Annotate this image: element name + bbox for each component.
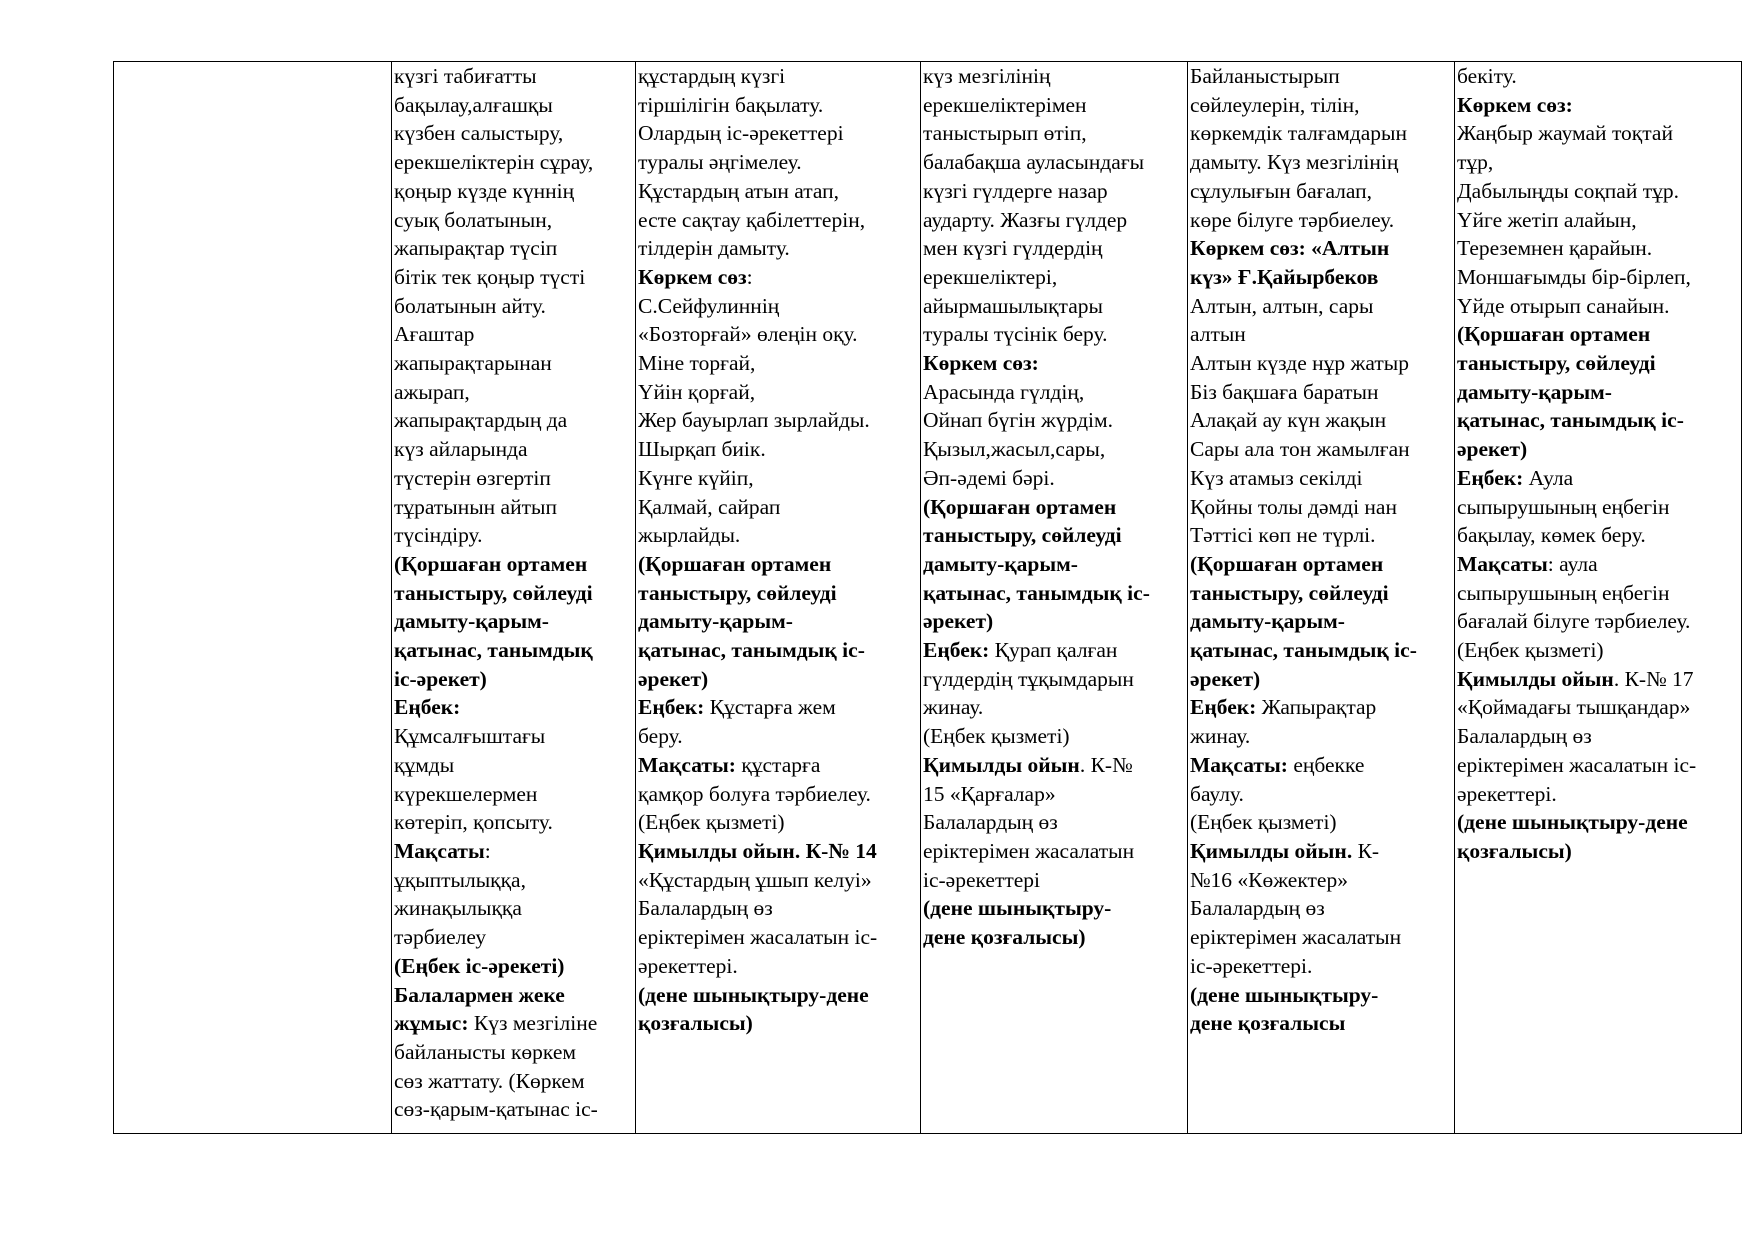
text-line: іс-әрекет)	[394, 666, 487, 691]
text-line: әрекет)	[1457, 437, 1528, 462]
text-line: Әп-әдемі бәрі.	[923, 465, 1055, 490]
text-line: таныстырып өтіп,	[923, 121, 1087, 146]
text-line: бітік тек қоңыр түсті	[394, 264, 586, 289]
text-line: (дене шынықтыру-	[923, 896, 1112, 921]
text-line: Балалардың өз	[923, 810, 1058, 835]
text-line	[923, 751, 1185, 780]
text-line: (Қоршаған ортамен	[923, 494, 1117, 519]
text-line: әрекет)	[1190, 666, 1261, 691]
text-line: құмды	[394, 752, 455, 777]
plain-text: :	[746, 264, 753, 289]
text-line: Біз бақшаға баратын	[1190, 379, 1379, 404]
text-line: таныстыру, сөйлеуді	[394, 580, 593, 605]
text-line: жинақылыққа	[394, 896, 522, 921]
text-line: Алтын күзде нұр жатыр	[1190, 351, 1409, 376]
table-cell-activity	[392, 62, 636, 1134]
weekly-plan-table	[113, 61, 1742, 1134]
bold-text: Қимылды ойын	[1457, 666, 1614, 691]
text-line: еріктерімен жасалатын іс-	[1457, 752, 1697, 777]
text-line: бақылау, көмек беру.	[1457, 523, 1646, 548]
table-cell-activity	[1455, 62, 1742, 1134]
bold-text: Еңбек:	[1457, 465, 1524, 490]
text-line: тіршілігін бақылату.	[638, 92, 824, 117]
text-line: қоңыр күзде күннің	[394, 178, 575, 203]
text-line: көтеріп, қопсыту.	[394, 810, 553, 835]
text-line: Көркем сөз: «Алтын	[1190, 236, 1390, 261]
text-line	[1457, 665, 1739, 694]
text-line: сөз жаттату. (Көркем	[394, 1068, 585, 1093]
text-line	[1457, 550, 1739, 579]
text-line: Еңбек:	[394, 695, 461, 720]
text-line: дамыту-қарым-	[638, 609, 793, 634]
text-line: таныстыру, сөйлеуді	[1190, 580, 1389, 605]
text-line: әрекет)	[923, 609, 994, 634]
text-line: ерекшеліктерімен	[923, 92, 1087, 117]
plain-text: Жапырақтар	[1256, 695, 1377, 720]
text-line: Құмсалғыштағы	[394, 724, 546, 749]
text-line: тұратынын айтып	[394, 494, 557, 519]
plain-text: К-	[1352, 838, 1380, 863]
text-line: бақылау,алғашқы	[394, 92, 553, 117]
text-line: Міне торғай,	[638, 351, 756, 376]
text-line	[638, 263, 918, 292]
bold-text: Мақсаты:	[638, 752, 736, 777]
bold-text: Еңбек:	[1190, 695, 1257, 720]
text-line: түсіндіру.	[394, 523, 483, 548]
text-line: көре білуге тәрбиелеу.	[1190, 207, 1395, 232]
bold-text: Еңбек:	[923, 638, 990, 663]
bold-text: Мақсаты	[1457, 551, 1548, 576]
text-line	[394, 1009, 633, 1038]
bold-text: Қимылды ойын.	[1190, 838, 1353, 863]
text-line: ерекшеліктерін сұрау,	[394, 150, 594, 175]
text-line: Дабылыңды соқпай тұр.	[1457, 178, 1679, 203]
plain-text: : аула	[1547, 551, 1598, 576]
text-line: Қойны толы дәмді нан	[1190, 494, 1397, 519]
text-line: Алтын, алтын, сары	[1190, 293, 1374, 318]
text-line: болатынын айту.	[394, 293, 546, 318]
text-line: жапырақтарынан	[394, 351, 552, 376]
bold-text: Көркем сөз	[638, 264, 747, 289]
table-row	[114, 62, 1742, 1134]
text-line: жапырақтар түсіп	[394, 236, 558, 261]
text-line: (Қоршаған ортамен	[394, 551, 588, 576]
text-line: Қызыл,жасыл,сары,	[923, 437, 1106, 462]
text-line: әрекеттері.	[638, 953, 738, 978]
text-line: дамыту-қарым-	[923, 551, 1078, 576]
text-line: қатынас, танымдық іс-	[1457, 408, 1684, 433]
text-line: беру.	[638, 724, 683, 749]
text-line: Балалармен жеке	[394, 982, 565, 1007]
text-line: жапырақтардың да	[394, 408, 568, 433]
text-line: (дене шынықтыру-	[1190, 982, 1379, 1007]
text-line: Сары ала тон жамылған	[1190, 437, 1410, 462]
plain-text: Құстарға жем	[704, 695, 836, 720]
text-line: (Қоршаған ортамен	[1457, 322, 1651, 347]
plain-text: Күз мезгіліне	[468, 1011, 598, 1036]
text-line: (Еңбек қызметі)	[638, 810, 785, 835]
text-line: «Бозторғай» өлеңін оқу.	[638, 322, 858, 347]
text-line: Моншағымды бір-бірлеп,	[1457, 264, 1691, 289]
text-line: күз мезгілінің	[923, 64, 1051, 88]
text-line	[923, 636, 1185, 665]
bold-text: Еңбек:	[638, 695, 705, 720]
text-line: Олардың іс-әрекеттері	[638, 121, 844, 146]
text-line: 15 «Қарғалар»	[923, 781, 1056, 806]
text-line: сыпырушының еңбегін	[1457, 580, 1670, 605]
text-line: Күнге күйіп,	[638, 465, 754, 490]
text-line: (Қоршаған ортамен	[638, 551, 832, 576]
text-line: көркемдік талғамдарын	[1190, 121, 1408, 146]
plain-text: құстарға	[735, 752, 821, 777]
text-line: түстерін өзгертіп	[394, 465, 551, 490]
text-line: ерекшеліктері,	[923, 264, 1058, 289]
text-line: қатынас, танымдық іс-	[1190, 638, 1417, 663]
text-line: Ағаштар	[394, 322, 475, 347]
plain-text: . К-№	[1079, 752, 1133, 777]
table-cell-activity	[1188, 62, 1455, 1134]
text-line: күз» Ғ.Қайырбеков	[1190, 264, 1379, 289]
text-line: Үйін қорғай,	[638, 379, 756, 404]
text-line: (Еңбек қызметі)	[1457, 638, 1604, 663]
text-line: дене қозғалысы	[1190, 1011, 1346, 1036]
plain-text: :	[484, 838, 491, 863]
text-line: күзбен салыстыру,	[394, 121, 564, 146]
text-line: Тереземнен қарайын.	[1457, 236, 1653, 261]
text-line: Балалардың өз	[638, 896, 773, 921]
text-line: қатынас, танымдық	[394, 638, 593, 663]
bold-text: Қимылды ойын	[923, 752, 1080, 777]
text-line: еріктерімен жасалатын іс-	[638, 925, 878, 950]
text-line: бағалай білуге тәрбиелеу.	[1457, 609, 1691, 634]
text-line: жинау.	[923, 695, 984, 720]
text-line: күз айларында	[394, 437, 528, 462]
text-line: Үйде отырып санайын.	[1457, 293, 1670, 318]
bold-text: жұмыс:	[394, 1011, 469, 1036]
text-line: іс-әрекеттері.	[1190, 953, 1313, 978]
text-line: қатынас, танымдық іс-	[923, 580, 1150, 605]
text-line: №16 «Көжектер»	[1190, 867, 1348, 892]
text-line: еріктерімен жасалатын	[1190, 925, 1402, 950]
text-line: мен күзгі гүлдердің	[923, 236, 1103, 261]
text-line: дамыту-қарым-	[394, 609, 549, 634]
text-line: айырмашылықтары	[923, 293, 1103, 318]
text-line: жырлайды.	[638, 523, 741, 548]
text-line: сөз-қарым-қатынас іс-	[394, 1097, 598, 1122]
text-line: тұр,	[1457, 150, 1494, 175]
text-line: Үйге жетіп алайын,	[1457, 207, 1637, 232]
plain-text: Аула	[1523, 465, 1574, 490]
text-line: (Еңбек қызметі)	[1190, 810, 1337, 835]
text-line: ұқыптылыққа,	[394, 867, 526, 892]
text-line: (Еңбек қызметі)	[923, 724, 1070, 749]
text-line: Күз атамыз секілді	[1190, 465, 1363, 490]
text-line: дамыту-қарым-	[1190, 609, 1345, 634]
text-line: Арасында гүлдің,	[923, 379, 1085, 404]
text-line: Байланыстырып	[1190, 64, 1340, 88]
text-line: «Құстардың ұшып келуі»	[638, 867, 872, 892]
text-line: дамыту-қарым-	[1457, 379, 1612, 404]
text-line	[1190, 693, 1452, 722]
text-line: Балалардың өз	[1190, 896, 1325, 921]
text-line: Балалардың өз	[1457, 724, 1592, 749]
text-line: күзгі гүлдерге назар	[923, 178, 1108, 203]
text-line: сөйлеулерін, тілін,	[1190, 92, 1360, 117]
text-line: С.Сейфулиннің	[638, 293, 780, 318]
text-line: Тәттісі көп не түрлі.	[1190, 523, 1376, 548]
text-line: Ойнап бүгін жүрдім.	[923, 408, 1114, 433]
text-line: сұлулығын бағалап,	[1190, 178, 1373, 203]
text-line: есте сақтау қабілеттерін,	[638, 207, 866, 232]
text-line: Көркем сөз:	[1457, 92, 1573, 117]
text-line: жинау.	[1190, 724, 1251, 749]
text-line: (Еңбек іс-әрекеті)	[394, 953, 565, 978]
plain-text: . К-№ 17	[1613, 666, 1694, 691]
text-line: туралы әңгімелеу.	[638, 150, 802, 175]
text-line: Жер бауырлап зырлайды.	[638, 408, 870, 433]
text-line: ажырап,	[394, 379, 470, 404]
text-line: «Қоймадағы тышқандар»	[1457, 695, 1691, 720]
text-line	[394, 837, 633, 866]
text-line: гүлдердің тұқымдарын	[923, 666, 1134, 691]
text-line: Қимылды ойын. К-№ 14	[638, 838, 877, 863]
text-line: дене қозғалысы)	[923, 925, 1086, 950]
text-line: (дене шынықтыру-дене	[638, 982, 869, 1007]
text-line: баулу.	[1190, 781, 1244, 806]
text-line: Құстардың атын атап,	[638, 178, 840, 203]
text-line: таныстыру, сөйлеуді	[923, 523, 1122, 548]
text-line: іс-әрекеттері	[923, 867, 1041, 892]
text-line: (дене шынықтыру-дене	[1457, 810, 1688, 835]
text-line	[638, 751, 918, 780]
text-line: қамқор болуға тәрбиелеу.	[638, 781, 871, 806]
text-line: қатынас, танымдық іс-	[638, 638, 865, 663]
text-line: алтын	[1190, 322, 1246, 347]
text-line: күзгі табиғатты	[394, 64, 537, 88]
text-line: күрекшелермен	[394, 781, 538, 806]
text-line: әрекеттері.	[1457, 781, 1557, 806]
text-line: Көркем сөз:	[923, 351, 1039, 376]
text-line: еріктерімен жасалатын	[923, 838, 1135, 863]
text-line: қозғалысы)	[1457, 838, 1572, 863]
text-line: сыпырушының еңбегін	[1457, 494, 1670, 519]
text-line: құстардың күзгі	[638, 64, 786, 88]
text-line: дамыту. Күз мезгілінің	[1190, 150, 1399, 175]
text-line: Қалмай, сайрап	[638, 494, 781, 519]
plain-text: Қурап қалған	[989, 638, 1118, 663]
text-line: туралы түсінік беру.	[923, 322, 1108, 347]
text-line: суық болатынын,	[394, 207, 553, 232]
text-line: қозғалысы)	[638, 1011, 753, 1036]
text-line	[1457, 464, 1739, 493]
table-cell-activity	[636, 62, 921, 1134]
text-line: әрекет)	[638, 666, 709, 691]
table-cell-label	[114, 62, 392, 1134]
text-line: таныстыру, сөйлеуді	[1457, 351, 1656, 376]
text-line: тәрбиелеу	[394, 925, 487, 950]
text-line: бекіту.	[1457, 64, 1517, 88]
text-line: тілдерін дамыту.	[638, 236, 790, 261]
bold-text: Мақсаты:	[1190, 752, 1288, 777]
text-line: аударту. Жазғы гүлдер	[923, 207, 1128, 232]
text-line	[1190, 751, 1452, 780]
text-line	[638, 693, 918, 722]
text-line: балабақша ауласындағы	[923, 150, 1145, 175]
text-line: Шырқап биік.	[638, 437, 766, 462]
table-cell-activity	[921, 62, 1188, 1134]
text-line: байланысты көркем	[394, 1039, 576, 1064]
text-line: таныстыру, сөйлеуді	[638, 580, 837, 605]
text-line: Алақай ау күн жақын	[1190, 408, 1387, 433]
bold-text: Мақсаты	[394, 838, 485, 863]
text-line: (Қоршаған ортамен	[1190, 551, 1384, 576]
text-line: Жаңбыр жаумай тоқтай	[1457, 121, 1673, 146]
text-line	[1190, 837, 1452, 866]
plain-text: еңбекке	[1287, 752, 1365, 777]
